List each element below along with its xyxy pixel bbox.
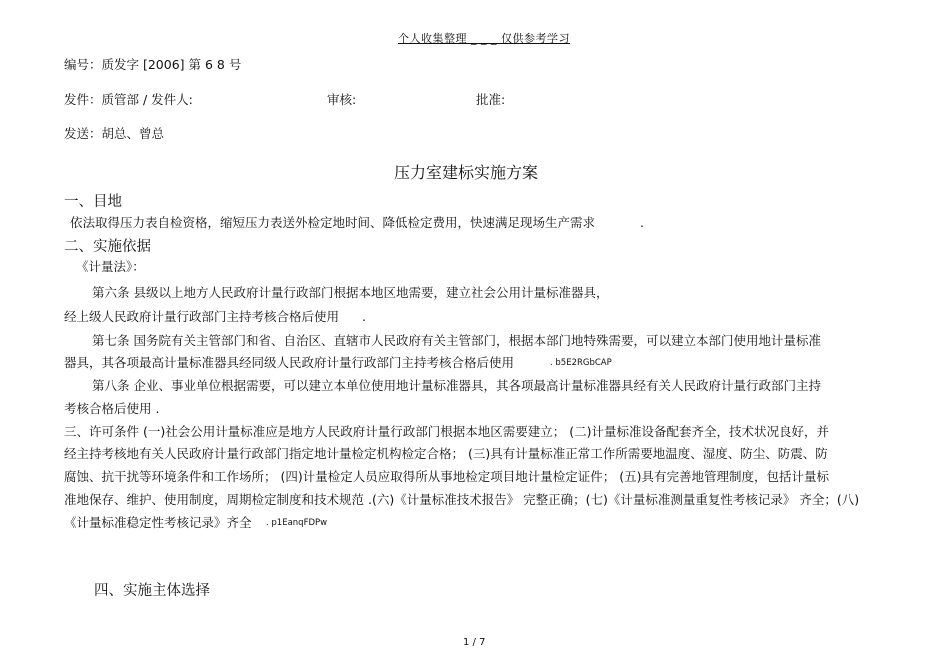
article-8-line-1: 第八条 企业、事业单位根据需要，可以建立本单位使用地计量标准器具，其各项最高计量标准器具经有关人民政府计量行政部门主持	[92, 378, 821, 393]
approve-label: 批准:	[476, 92, 506, 107]
header-separator: _ _ _	[471, 32, 497, 45]
review-label: 审核:	[327, 92, 357, 107]
header-left: 个人收集整理	[398, 32, 467, 45]
section-3-code: . p1EanqFDPw	[266, 518, 328, 528]
section-1-text: 依法取得压力表自检资格，缩短压力表送外检定地时间、降低检定费用，快速满足现场生产需求	[70, 215, 596, 230]
law-title: 《计量法》：	[76, 259, 145, 274]
document-title: 压力室建标实施方案	[394, 163, 539, 182]
section-1-heading: 一、目地	[64, 194, 122, 210]
page-number: 1 / 7	[463, 637, 486, 648]
article-8-line-2: 考核合格后使用 .	[64, 401, 160, 416]
article-7-line-1: 第七条 国务院有关主管部门和省、自治区、直辖市人民政府有关主管部门，根据本部门地特殊需要，可以建立本部门使用地计量标准	[92, 333, 821, 348]
send-to-line: 发送：胡总、曾总	[64, 126, 165, 141]
doc-number: 编号：质发字 [2006] 第 6 8 号	[64, 57, 242, 72]
section-1-period: .	[640, 215, 644, 230]
section-4-heading: 四、实施主体选择	[94, 583, 210, 599]
article-6-period: .	[362, 309, 366, 324]
article-7-line-2: 器具，其各项最高计量标准器具经同级人民政府计量行政部门主持考核合格后使用	[64, 355, 515, 370]
section-3-line-5: 《计量标准稳定性考核记录》齐全	[64, 515, 252, 530]
section-3-line-3: 腐蚀、抗干扰等环境条件和工作场所； (四)计量检定人员应取得所从事地检定项目地计量检定证件； (五)具有完善地管理制度，包括计量标	[64, 469, 829, 484]
page-header	[398, 30, 570, 46]
section-3-line-4: 准地保存、维护、使用制度，周期检定制度和技术规范 .(六)《计量标准技术报告》 完整正确；(七)《计量标准测量重复性考核记录》 齐全；(八)	[64, 492, 860, 507]
article-6-line-1: 第六条 县级以上地方人民政府计量行政部门根据本地区地需要，建立社会公用计量标准器具，	[92, 285, 609, 300]
header-right: 仅供参考学习	[501, 32, 570, 45]
article-6-line-2: 经上级人民政府计量行政部门主持考核合格后使用	[64, 309, 340, 324]
article-7-code: . b5E2RGbCAP	[550, 358, 612, 368]
section-3-line-1: 三、许可条件 (一)社会公用计量标准应是地方人民政府计量行政部门根据本地区需要建立； (二)计量标准设备配套齐全，技术状况良好，并	[64, 424, 829, 439]
section-2-heading: 二、实施依据	[64, 239, 151, 255]
section-3-line-2: 经主持考核地有关人民政府计量行政部门指定地计量检定机构检定合格； (三)具有计量标准正常工作所需要地温度、湿度、防尘、防震、防	[64, 446, 828, 461]
issuer-line: 发件：质管部 / 发件人:	[64, 92, 193, 107]
